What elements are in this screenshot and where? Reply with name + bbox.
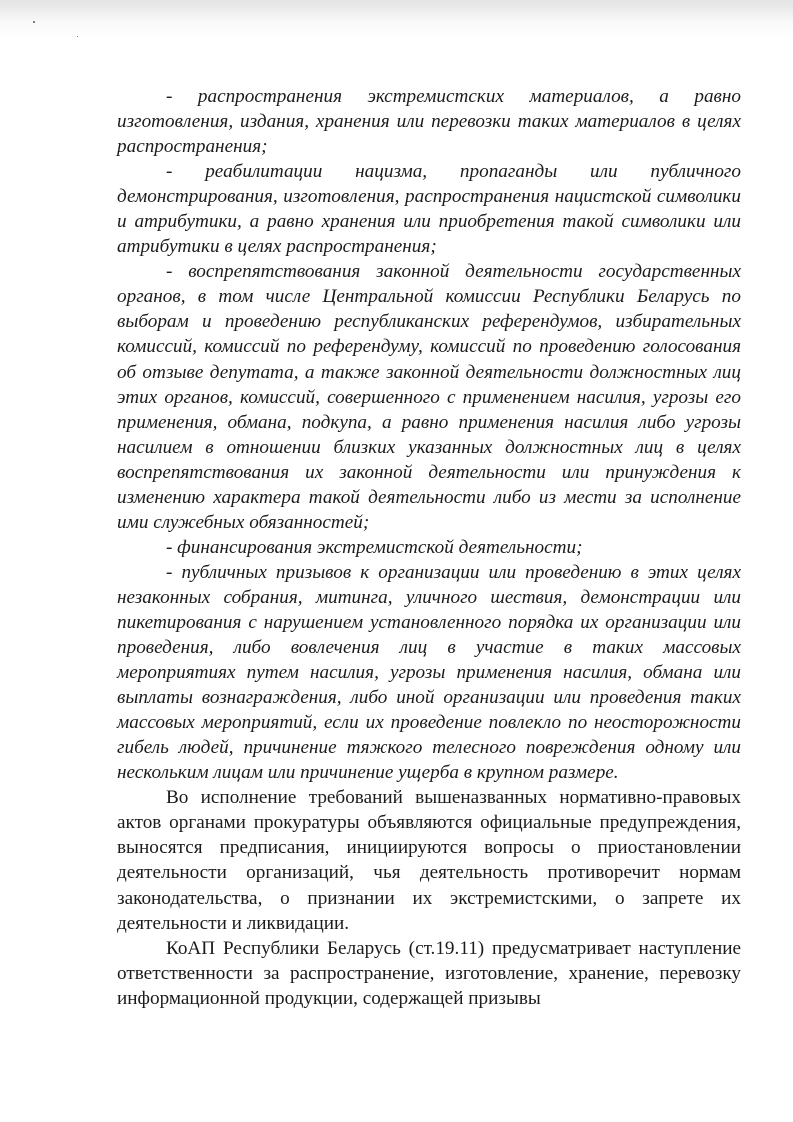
scan-speck <box>33 21 35 23</box>
list-item-extremist-materials: - распространения экстремистских материалов, а равно изготовления, издания, хранения или перевозки таких материалов в целях распространения; <box>117 86 741 158</box>
list-item-extremism-financing: - финансирования экстремистской деятельности; <box>166 536 583 558</box>
document-body <box>117 84 741 1011</box>
paragraph-administrative-code: КоАП Республики Беларусь (ст.19.11) предусматривает наступление ответственности за распространение, изготовление, хранение, перевозку информационной продукции, содержащей призывы <box>117 937 741 1009</box>
scan-edge-shadow <box>0 0 793 22</box>
scan-speck <box>77 36 78 37</box>
paragraph-prosecution-measures: Во исполнение требований вышеназванных нормативно-правовых актов органами прокуратуры объявляются официальные предупреждения, выносятся предписания, инициируются вопросы о приостановлении деятельности организаций, чья деятельность противоречит нормам законодательства, о признании их экстремистскими, о запрете их деятельности и ликвидации. <box>117 787 741 934</box>
list-item-public-calls: - публичных призывов к организации или проведению в этих целях незаконных собрания, митинга, уличного шествия, демонстрации или пикетирования с нарушением установленного порядка их организации или проведения, либо вовлечения лиц в участие в таких массовых мероприятиях путем насилия, угрозы применения насилия, обмана или выплаты вознаграждения, либо иной организации или проведения таких массовых мероприятий, если их проведение повлекло по неосторожности гибель людей, причинение тяжкого телесного повреждения одному или нескольким лицам или причинение ущерба в крупном размере. <box>117 561 741 784</box>
list-item-obstruction-of-state-bodies: - воспрепятствования законной деятельности государственных органов, в том числе Центральной комиссии Республики Беларусь по выборам и проведению республиканских референдумов, избирательных комиссий, комиссий по референдуму, комиссий по проведению голосования об отзыве депутата, а также законной деятельности должностных лиц этих органов, комиссий, совершенного с применением насилия, угрозы его применения, обмана, подкупа, а равно применения насилия либо угрозы насилием в отношении близких указанных должностных лиц в целях воспрепятствования их законной деятельности или принуждения к изменению характера такой деятельности либо из мести за исполнение ими служебных обязанностей; <box>117 261 741 533</box>
list-item-nazism-rehabilitation: - реабилитации нацизма, пропаганды или публичного демонстрирования, изготовления, распространения нацистской символики и атрибутики, а равно хранения или приобретения такой символики или атрибутики в целях распространения; <box>117 161 741 258</box>
